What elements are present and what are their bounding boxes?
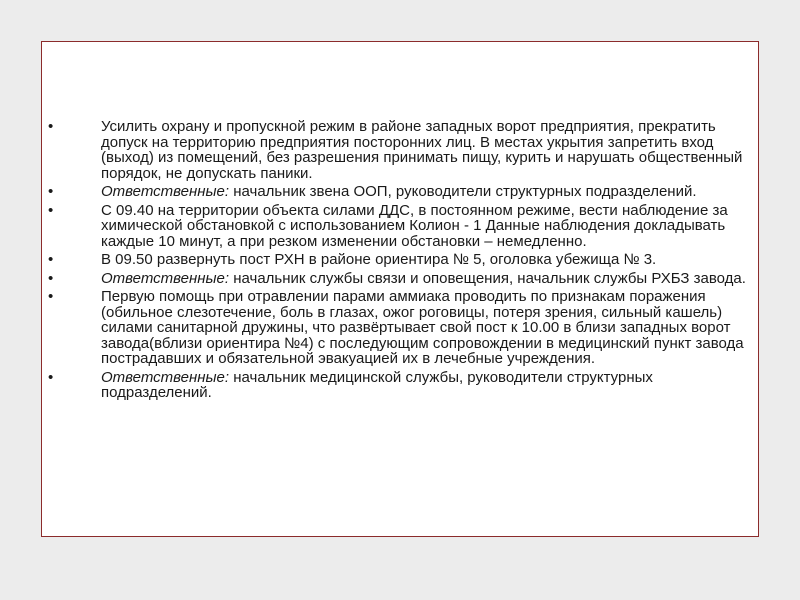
item-lead: Ответственные: — [101, 368, 230, 386]
item-text: Первую помощь при отравлении парами аммиака проводить по признакам поражения (обильное слезотечение, боль в глазах, ожог роговицы, потеря зрения, сильный кашель) силами санитарной дружины, что развёртывает свой пост к 10.00 в близи западных ворот завода(вблизи ориентира №4) с последующим сопровождении в медицинский пункт завода пострадавших и обязательной эвакуацией их в лечебные учреждения. — [101, 288, 744, 367]
list-item — [42, 252, 758, 268]
bullet-icon: • — [48, 201, 54, 219]
item-lead: Ответственные: — [101, 183, 230, 200]
list-item — [42, 119, 758, 181]
bullet-icon: • — [48, 269, 54, 287]
list-item — [42, 203, 758, 250]
bullet-icon: • — [48, 368, 54, 386]
item-text: начальник медицинской службы, руководители структурных подразделений. — [101, 368, 653, 401]
list-item — [42, 289, 758, 367]
list-item — [42, 271, 758, 287]
bullet-icon: • — [48, 288, 54, 305]
bullet-icon: • — [48, 118, 54, 135]
item-text: С 09.40 на территории объекта силами ДДС, в постоянном режиме, вести наблюдение за химической обстановкой с использованием Колион - 1 Данные наблюдения докладывать каждые 10 минут, а при резком изменении обстановки – немедленно. — [101, 201, 728, 250]
bullet-icon: • — [48, 183, 54, 200]
content-frame — [41, 41, 759, 537]
item-text: В 09.50 развернуть пост РХН в районе ориентира № 5, оголовка убежища № 3. — [101, 251, 657, 268]
bullet-icon: • — [48, 251, 54, 268]
bullet-list — [42, 119, 758, 404]
item-text: Усилить охрану и пропускной режим в районе западных ворот предприятия, прекратить допуск на территорию предприятия посторонних лиц. В местах укрытия запретить вход (выход) из помещений, без разрешения принимать пищу, курить и нарушать общественный порядок, не допускать паники. — [101, 118, 743, 182]
item-lead: Ответственные: — [101, 269, 230, 287]
item-text: начальник службы связи и оповещения, начальник службы РХБЗ завода. — [229, 269, 746, 287]
list-item — [42, 184, 758, 200]
list-item — [42, 370, 758, 401]
item-text: начальник звена ООП, руководители структурных подразделений. — [229, 183, 697, 200]
